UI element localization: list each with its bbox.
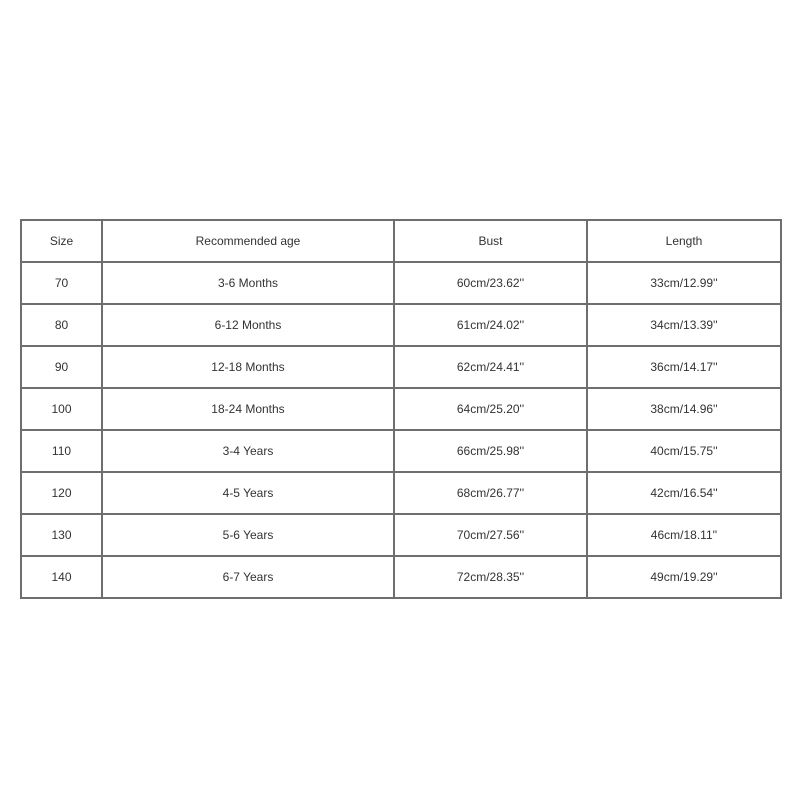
cell-age: 6-12 Months (102, 304, 394, 346)
cell-size: 110 (21, 430, 102, 472)
cell-length: 46cm/18.11'' (587, 514, 781, 556)
cell-size: 120 (21, 472, 102, 514)
cell-bust: 64cm/25.20'' (394, 388, 587, 430)
cell-age: 4-5 Years (102, 472, 394, 514)
cell-size: 140 (21, 556, 102, 598)
cell-bust: 66cm/25.98'' (394, 430, 587, 472)
table-row (21, 346, 781, 388)
table-row (21, 514, 781, 556)
table-row (21, 430, 781, 472)
cell-bust: 70cm/27.56'' (394, 514, 587, 556)
cell-size: 130 (21, 514, 102, 556)
cell-length: 34cm/13.39'' (587, 304, 781, 346)
cell-size: 70 (21, 262, 102, 304)
header-bust: Bust (394, 220, 587, 262)
cell-length: 33cm/12.99'' (587, 262, 781, 304)
cell-length: 36cm/14.17'' (587, 346, 781, 388)
cell-length: 42cm/16.54'' (587, 472, 781, 514)
cell-age: 3-4 Years (102, 430, 394, 472)
cell-age: 6-7 Years (102, 556, 394, 598)
size-chart-table (20, 219, 782, 599)
table-row (21, 472, 781, 514)
cell-age: 12-18 Months (102, 346, 394, 388)
cell-bust: 60cm/23.62'' (394, 262, 587, 304)
cell-bust: 62cm/24.41'' (394, 346, 587, 388)
cell-size: 80 (21, 304, 102, 346)
cell-size: 100 (21, 388, 102, 430)
cell-bust: 68cm/26.77'' (394, 472, 587, 514)
table-row (21, 556, 781, 598)
cell-length: 40cm/15.75'' (587, 430, 781, 472)
header-length: Length (587, 220, 781, 262)
header-size: Size (21, 220, 102, 262)
table-row (21, 388, 781, 430)
header-recommended-age: Recommended age (102, 220, 394, 262)
cell-age: 18-24 Months (102, 388, 394, 430)
cell-length: 38cm/14.96'' (587, 388, 781, 430)
table-row (21, 262, 781, 304)
cell-age: 5-6 Years (102, 514, 394, 556)
cell-bust: 72cm/28.35'' (394, 556, 587, 598)
cell-length: 49cm/19.29'' (587, 556, 781, 598)
cell-bust: 61cm/24.02'' (394, 304, 587, 346)
cell-age: 3-6 Months (102, 262, 394, 304)
table-header-row (21, 220, 781, 262)
cell-size: 90 (21, 346, 102, 388)
table-row (21, 304, 781, 346)
